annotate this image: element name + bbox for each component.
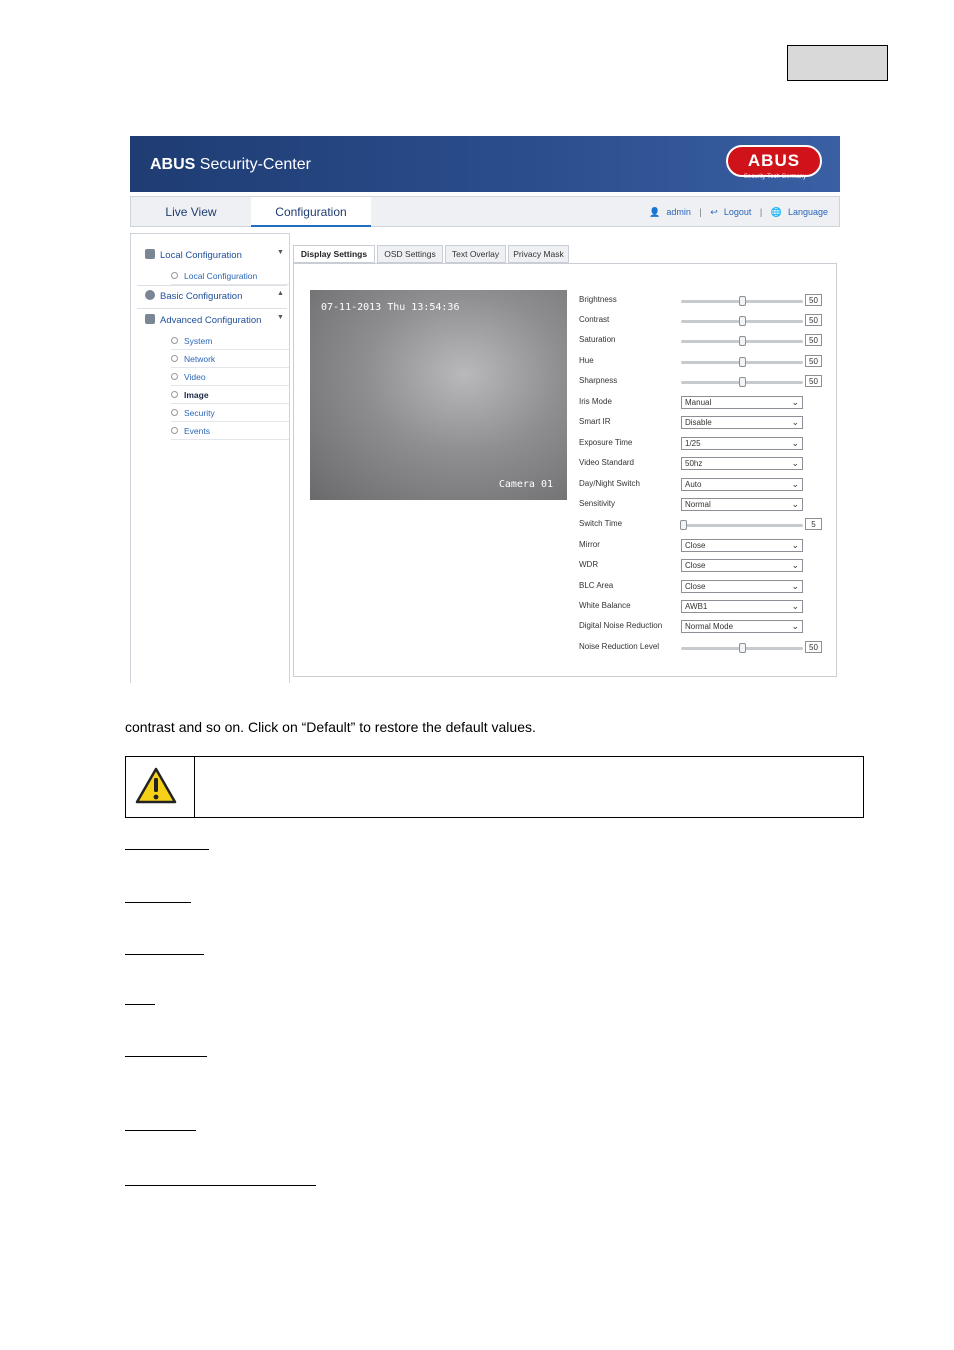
warning-box [125,756,864,818]
bullet-icon [171,427,178,434]
slider-handle[interactable] [739,336,746,346]
heading-underline [125,902,191,903]
chevron-down-icon: ⌄ [791,499,799,509]
brightness-row: Brightness 50 [579,294,839,308]
language-link[interactable]: Language [787,207,828,217]
chevron-up-icon: ▲ [277,290,284,297]
chevron-down-icon: ⌄ [791,540,799,550]
nr-level-slider[interactable] [681,647,803,650]
tab-privacy-mask[interactable]: Privacy Mask [508,245,569,263]
heading-underline [125,954,204,955]
logout-link[interactable]: Logout [723,207,752,217]
warning-triangle-icon [135,767,177,805]
chevron-down-icon: ▼ [277,249,284,256]
content-area [290,242,840,684]
bullet-icon [171,409,178,416]
heading-underline [125,1130,196,1131]
exposure-time-select[interactable]: 1/25 ⌄ [681,437,803,450]
gear-icon [145,290,155,300]
exposure-time-row: Exposure Time 1/25 ⌄ [579,437,839,451]
chevron-down-icon: ⌄ [791,621,799,631]
iris-mode-select[interactable]: Manual ⌄ [681,396,803,409]
globe-icon: 🌐 [770,207,782,217]
contrast-slider[interactable] [681,320,803,323]
nr-level-value[interactable]: 50 [805,641,822,653]
video-standard-row: Video Standard 50hz ⌄ [579,457,839,471]
sidebar-item-local-configuration[interactable]: Local Configuration [171,271,289,285]
sidebar-advanced-configuration[interactable]: Advanced Configuration ▼ [145,314,261,326]
sidebar-item-security[interactable]: Security [171,408,289,422]
tab-live-view[interactable]: Live View [165,205,217,219]
bullet-icon [171,272,178,279]
wdr-row: WDR Close ⌄ [579,559,839,573]
configuration-screenshot [129,136,841,684]
sidebar-divider [137,285,287,286]
blc-area-select[interactable]: Close ⌄ [681,580,803,593]
sensitivity-select[interactable]: Normal ⌄ [681,498,803,511]
logout-icon: ↩ [710,207,718,217]
white-balance-row: White Balance AWB1 ⌄ [579,600,839,614]
slider-handle[interactable] [739,643,746,653]
chevron-down-icon: ⌄ [791,458,799,468]
admin-link[interactable]: admin [666,207,691,217]
sidebar-item-system[interactable]: System [171,336,289,350]
switch-time-slider[interactable] [681,524,803,527]
sidebar-divider [137,308,287,309]
heading-underline [125,849,209,850]
wrench-icon [145,314,155,324]
hue-slider[interactable] [681,361,803,364]
heading-underline [125,1056,207,1057]
chevron-down-icon: ⌄ [791,417,799,427]
sidebar-item-events[interactable]: Events [171,426,289,440]
top-navigation [130,196,840,227]
day-night-row: Day/Night Switch Auto ⌄ [579,478,839,492]
sidebar [130,233,290,683]
chevron-down-icon: ⌄ [791,397,799,407]
warning-icon-cell [126,757,195,817]
chevron-down-icon: ⌄ [791,438,799,448]
video-standard-select[interactable]: 50hz ⌄ [681,457,803,470]
header-banner [130,136,840,192]
body-text-caption: contrast and so on. Click on “Default” to restore the default values. [125,719,536,735]
osd-camera-name: Camera 01 [498,479,553,490]
brightness-slider[interactable] [681,300,803,303]
slider-handle[interactable] [680,520,687,530]
iris-mode-row: Iris Mode Manual ⌄ [579,396,839,410]
live-video-preview [310,290,567,500]
sidebar-item-network[interactable]: Network [171,354,289,368]
mirror-row: Mirror Close ⌄ [579,539,839,553]
hue-row: Hue 50 [579,355,839,369]
saturation-slider[interactable] [681,340,803,343]
switch-time-value[interactable]: 5 [805,518,822,530]
logo-tagline: Security Tech Germany [743,174,807,180]
sensitivity-row: Sensitivity Normal ⌄ [579,498,839,512]
day-night-select[interactable]: Auto ⌄ [681,478,803,491]
bullet-icon [171,373,178,380]
abus-logo: ABUS [726,145,822,177]
brightness-value[interactable]: 50 [805,294,822,306]
chevron-down-icon: ⌄ [791,601,799,611]
sidebar-item-video[interactable]: Video [171,372,289,386]
osd-timestamp: 07-11-2013 Thu 13:54:36 [321,302,460,313]
chevron-down-icon: ⌄ [791,479,799,489]
hue-value[interactable]: 50 [805,355,822,367]
bullet-icon [171,391,178,398]
bullet-icon [171,355,178,362]
dnr-select[interactable]: Normal Mode ⌄ [681,620,803,633]
mirror-select[interactable]: Close ⌄ [681,539,803,552]
tab-configuration[interactable]: Configuration [251,197,371,227]
blc-area-row: BLC Area Close ⌄ [579,580,839,594]
white-balance-select[interactable]: AWB1 ⌄ [681,600,803,613]
wdr-select[interactable]: Close ⌄ [681,559,803,572]
contrast-row: Contrast 50 [579,314,839,328]
slider-handle[interactable] [739,296,746,306]
sidebar-local-configuration[interactable]: Local Configuration ▼ [145,249,242,261]
sidebar-basic-configuration[interactable]: Basic Configuration ▲ [145,290,242,302]
tab-osd-settings[interactable]: OSD Settings [377,245,443,263]
saturation-row: Saturation 50 [579,334,839,348]
saturation-value[interactable]: 50 [805,334,822,346]
sidebar-item-image[interactable]: Image [171,390,289,404]
chevron-down-icon: ⌄ [791,560,799,570]
display-settings-panel [293,263,837,677]
monitor-icon [145,249,155,259]
sharpness-slider[interactable] [681,381,803,384]
heading-underline [125,1004,155,1005]
chevron-down-icon: ▼ [277,314,284,321]
smart-ir-row: Smart IR Disable ⌄ [579,416,839,430]
app-title: ABUS Security-Center [150,156,311,173]
chevron-down-icon: ⌄ [791,581,799,591]
tab-display-settings[interactable]: Display Settings [293,245,375,263]
contrast-value[interactable]: 50 [805,314,822,326]
user-icon: 👤 [649,207,661,217]
slider-handle[interactable] [739,316,746,326]
smart-ir-select[interactable]: Disable ⌄ [681,416,803,429]
slider-handle[interactable] [739,357,746,367]
user-bar: 👤 admin | ↩ Logout | 🌐 Language [649,207,828,217]
bullet-icon [171,337,178,344]
sharpness-value[interactable]: 50 [805,375,822,387]
switch-time-row: Switch Time 5 [579,518,839,532]
sharpness-row: Sharpness 50 [579,375,839,389]
heading-underline [125,1185,316,1186]
nr-level-row: Noise Reduction Level 50 [579,641,839,655]
slider-handle[interactable] [739,377,746,387]
tab-text-overlay[interactable]: Text Overlay [445,245,506,263]
page-number-box [787,45,888,81]
dnr-row: Digital Noise Reduction Normal Mode ⌄ [579,620,839,634]
